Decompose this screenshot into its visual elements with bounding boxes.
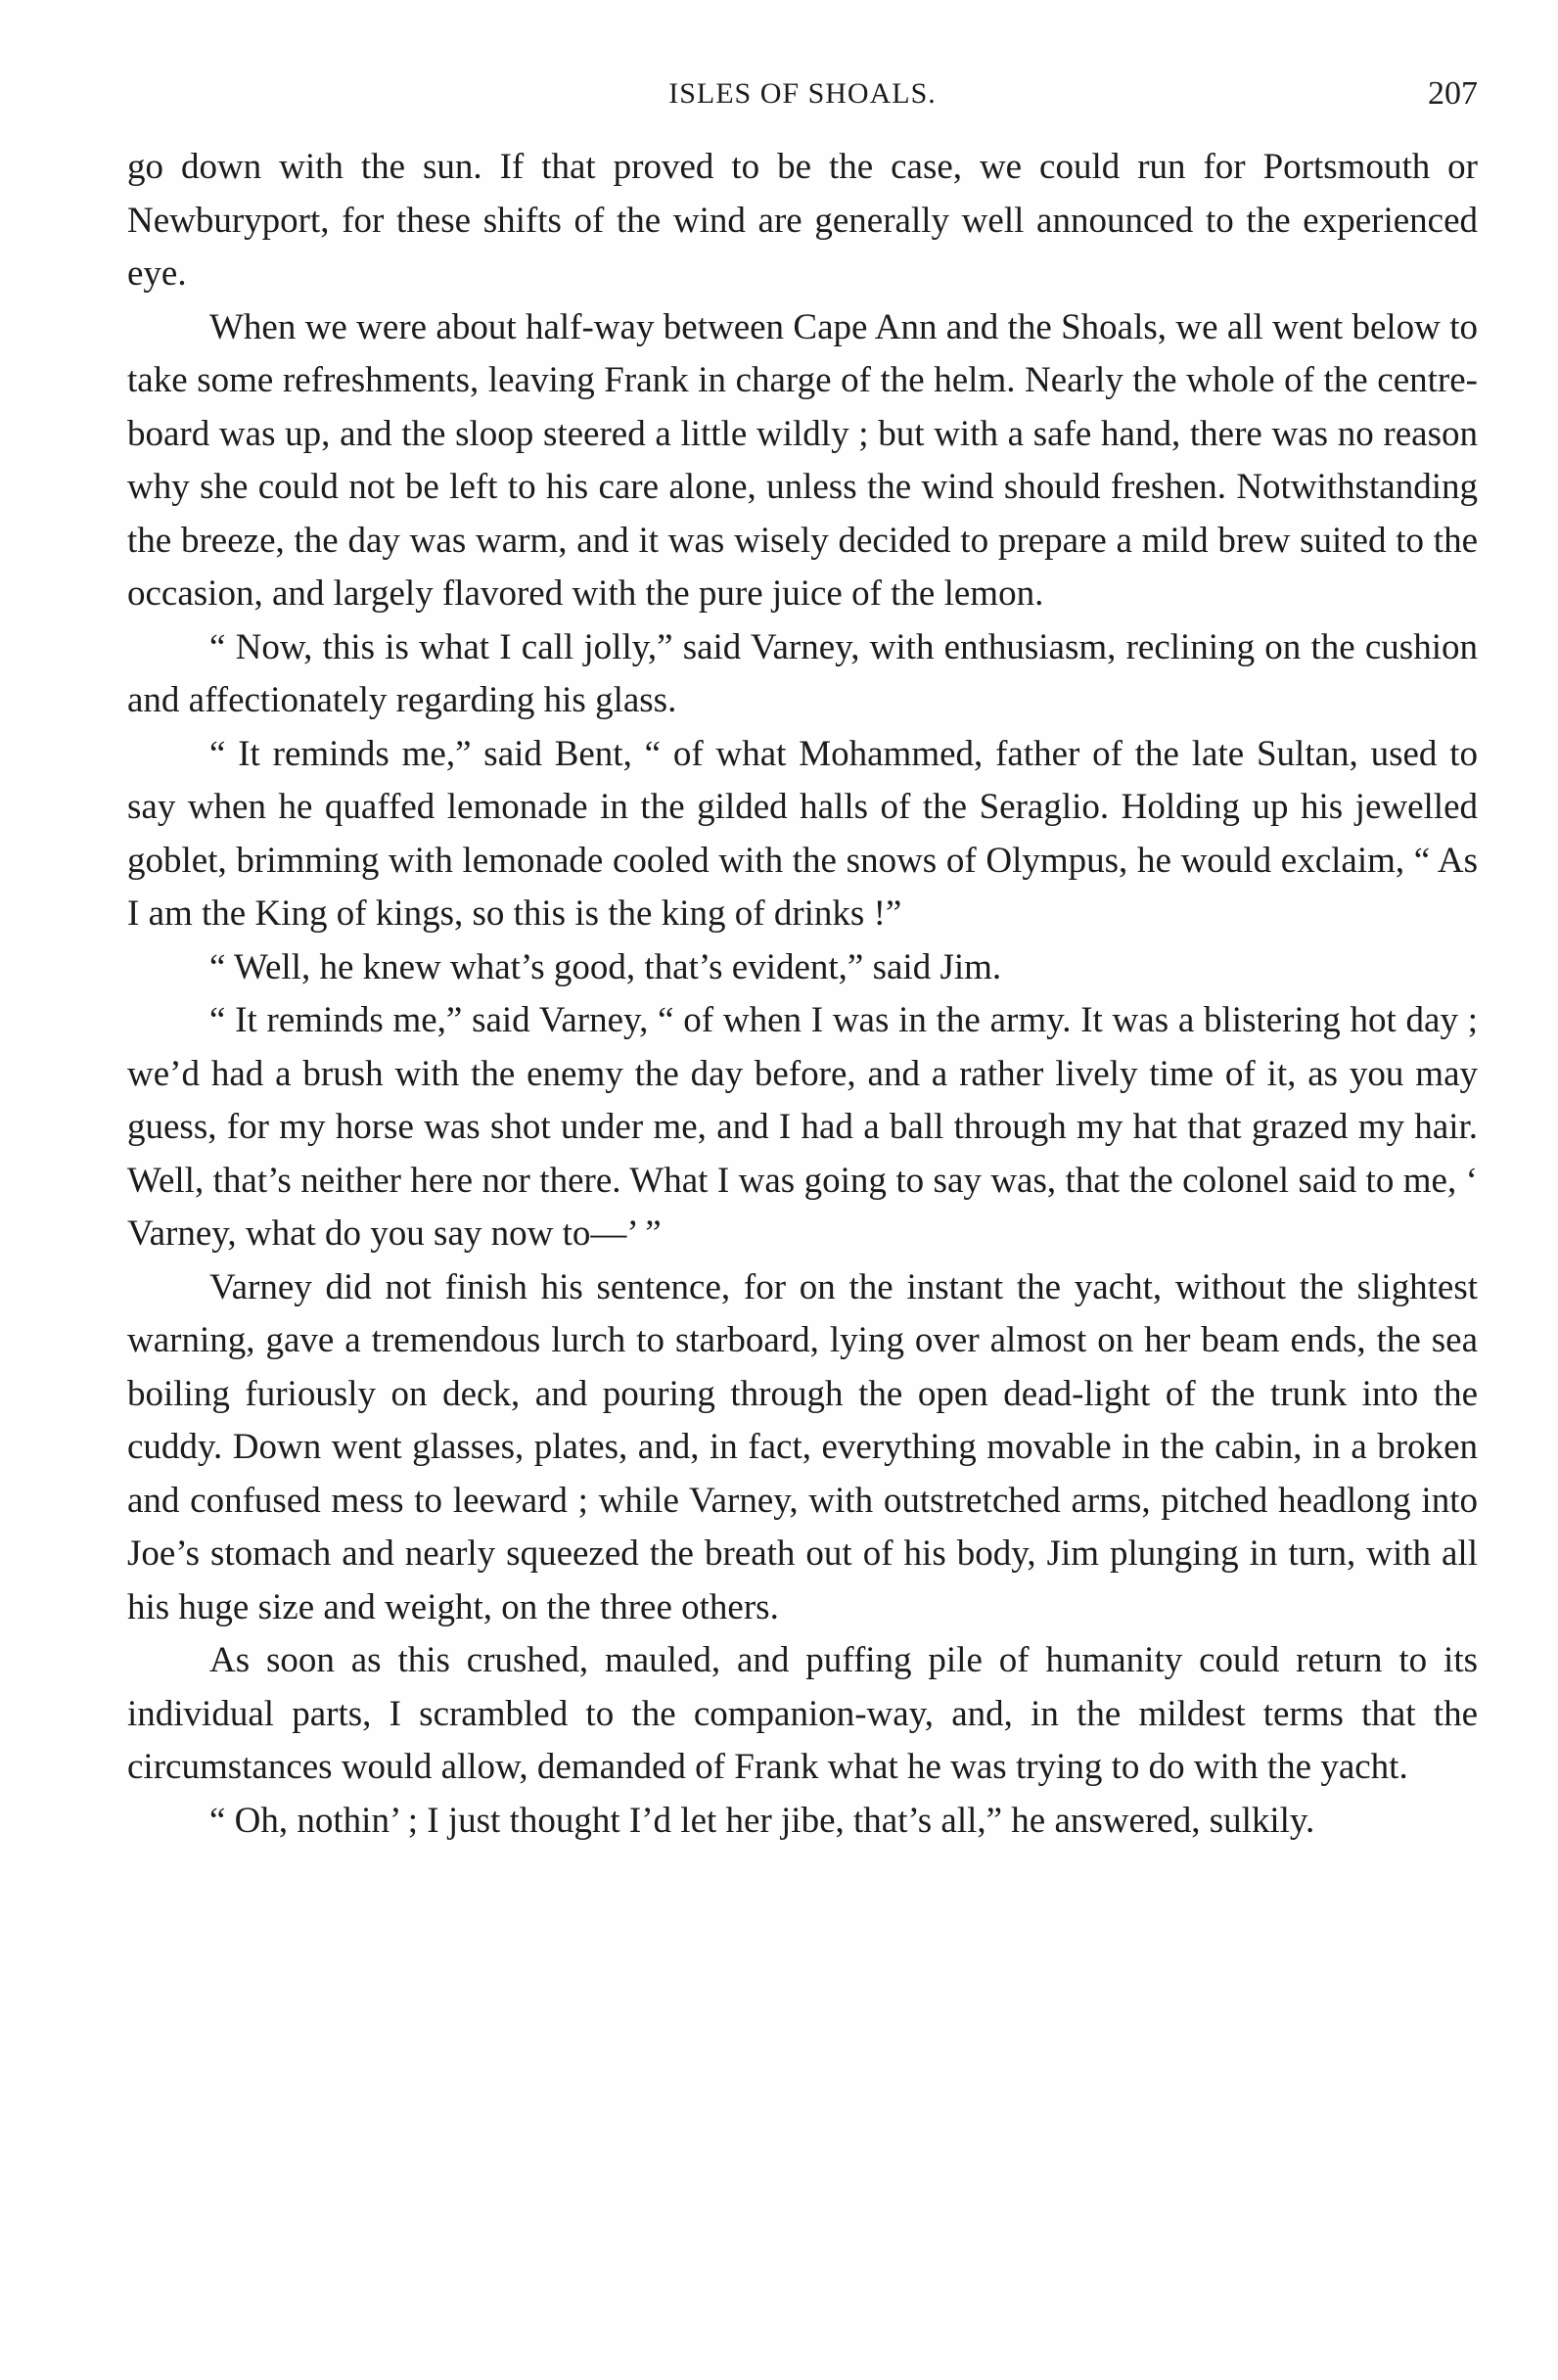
- page-number: 207: [1428, 75, 1478, 112]
- paragraph: When we were about half-way between Cape Ann and the Shoals, we all went below to take some refreshments, leaving Frank in charge of the helm. Nearly the whole of the centre-board was up, and the sloop steered a little wildly ; but with a safe hand, there was no reason why she could not be left to his care alone, unless the wind should freshen. Notwithstanding the breeze, the day was warm, and it was wisely decided to prepare a mild brew suited to the occasion, and largely flavored with the pure juice of the lemon.: [127, 306, 1478, 614]
- running-title: ISLES OF SHOALS.: [668, 77, 937, 110]
- paragraph: “ It reminds me,” said Bent, “ of what Mohammed, father of the late Sultan, used to say when he quaffed lemonade in the gilded halls of the Seraglio. Holding up his jewelled goblet, brimming with lemonade cooled with the snows of Olympus, he would exclaim, “ As I am the King of kings, so this is the king of drinks !”: [127, 733, 1478, 934]
- paragraph: “ Oh, nothin’ ; I just thought I’d let her jibe, that’s all,” he answered, sulkily.: [209, 1800, 1315, 1841]
- paragraph-continuation: go down with the sun. If that proved to be the case, we could run for Portsmouth or Newburyport, for these shifts of the wind are generally well announced to the experienced eye.: [127, 147, 1478, 294]
- paragraph: “ Now, this is what I call jolly,” said Varney, with enthusiasm, reclining on the cushion and affectionately regarding his glass.: [127, 626, 1478, 720]
- paragraph: Varney did not finish his sentence, for on the instant the yacht, without the slightest warning, gave a tremendous lurch to starboard, lying over almost on her beam ends, the sea boiling furiously on deck, and pouring through the open dead-light of the trunk into the cuddy. Down went glasses, plates, and, in fact, everything movable in the cabin, in a broken and confused mess to leeward ; while Varney, with outstretched arms, pitched headlong into Joe’s stomach and nearly squeezed the breath out of his body, Jim plunging in turn, with all his huge size and weight, on the three others.: [127, 1266, 1478, 1627]
- paragraph: “ Well, he knew what’s good, that’s evident,” said Jim.: [209, 946, 1002, 987]
- running-head: [127, 72, 1478, 115]
- paragraph: “ It reminds me,” said Varney, “ of when I was in the army. It was a blistering hot day ; we’d had a brush with the enemy the day before, and a rather lively time of it, as you may guess, for my horse was shot under me, and I had a ball through my hat that grazed my hair. Well, that’s neither here nor there. What I was going to say was, that the colonel said to me, ‘ Varney, what do you say now to—’ ”: [127, 1000, 1478, 1254]
- body-text: [127, 141, 1478, 1848]
- paragraph: As soon as this crushed, mauled, and puffing pile of humanity could return to its individual parts, I scrambled to the companion-way, and, in the mildest terms that the circumstances would allow, demanded of Frank what he was trying to do with the yacht.: [127, 1640, 1478, 1787]
